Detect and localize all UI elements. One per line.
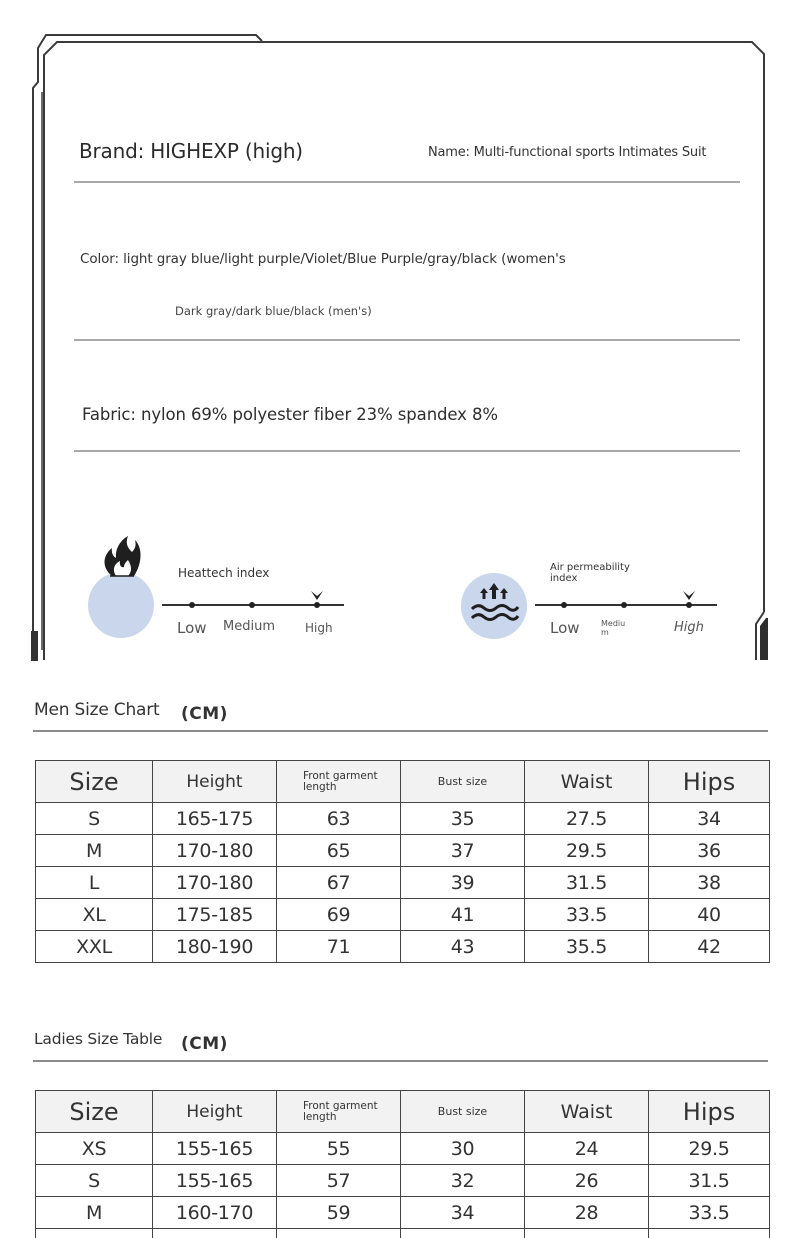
section-rule [33, 1060, 768, 1062]
men-size-chart-unit: (CM) [181, 704, 228, 724]
table-row [36, 1229, 770, 1238]
color-men-label: Dark gray/dark blue/black (men's) [175, 304, 372, 318]
cell-size: XXL [36, 931, 153, 963]
cell-bust [401, 1229, 525, 1238]
table-row [36, 835, 770, 867]
cell-hips: 33.5 [649, 1197, 770, 1229]
cell-bust: 35 [401, 803, 525, 835]
table-row [36, 931, 770, 963]
fabric-label: Fabric: nylon 69% polyester fiber 23% spandex 8% [82, 405, 498, 424]
air-waves-icon [460, 573, 528, 639]
cell-waist: 33.5 [525, 899, 649, 931]
cell-waist: 28 [525, 1197, 649, 1229]
column-header-waist: Waist [525, 1091, 649, 1133]
air-index-title-line1: Air permeability [550, 562, 630, 573]
cell-waist: 35.5 [525, 931, 649, 963]
cell-front-length: 67 [277, 867, 401, 899]
air-scale [535, 588, 717, 610]
color-women-label: Color: light gray blue/light purple/Violet/Blue Purple/gray/black (women's [80, 251, 566, 267]
cell-hips: 34 [649, 803, 770, 835]
air-level-medium [601, 619, 625, 637]
cell-bust: 39 [401, 867, 525, 899]
cell-bust: 32 [401, 1165, 525, 1197]
divider [74, 339, 740, 341]
table-row [36, 1133, 770, 1165]
table-row [36, 899, 770, 931]
column-header-hips: Hips [649, 1091, 770, 1133]
product-name-label: Name: Multi-functional sports Intimates Suit [428, 145, 707, 160]
heattech-index-title: Heattech index [178, 566, 270, 580]
cell-hips: 31.5 [649, 1165, 770, 1197]
flame-icon [88, 534, 156, 640]
divider [74, 450, 740, 452]
cell-size: S [36, 803, 153, 835]
table-header-row [36, 1091, 770, 1133]
cell-height [153, 1229, 277, 1238]
column-header-bust: Bust size [401, 1091, 525, 1133]
selected-marker-icon [683, 591, 695, 600]
men-size-chart-title: Men Size Chart [34, 700, 160, 720]
cell-hips: 42 [649, 931, 770, 963]
table-header-row [36, 761, 770, 803]
cell-size: M [36, 1197, 153, 1229]
cell-waist [525, 1229, 649, 1238]
cell-bust: 37 [401, 835, 525, 867]
cell-size: XL [36, 899, 153, 931]
table-row [36, 803, 770, 835]
column-header-height: Height [153, 1091, 277, 1133]
scale-track-graphic [162, 588, 344, 610]
heattech-level-high: High [305, 621, 333, 635]
cell-front-length: 69 [277, 899, 401, 931]
ladies-size-table [35, 1090, 770, 1238]
air-level-medium-line1: Mediu [601, 619, 626, 628]
cell-size: S [36, 1165, 153, 1197]
column-header-bust: Bust size [401, 761, 525, 803]
cell-waist: 31.5 [525, 867, 649, 899]
divider [74, 181, 740, 183]
table-row [36, 1165, 770, 1197]
scale-track-graphic [535, 588, 717, 610]
selected-marker-icon [311, 591, 323, 600]
cell-hips: 36 [649, 835, 770, 867]
column-header-front-length: Front garment length [277, 761, 401, 803]
table-row [36, 867, 770, 899]
cell-waist: 29.5 [525, 835, 649, 867]
cell-size [36, 1229, 153, 1238]
air-icon-group [460, 573, 528, 639]
cell-front-length: 71 [277, 931, 401, 963]
cell-waist: 24 [525, 1133, 649, 1165]
section-rule [33, 730, 768, 732]
column-header-waist: Waist [525, 761, 649, 803]
heattech-scale [162, 588, 344, 610]
cell-hips [649, 1229, 770, 1238]
air-level-high: High [674, 620, 704, 635]
ladies-size-table-unit: (CM) [181, 1034, 228, 1054]
cell-bust: 43 [401, 931, 525, 963]
cell-hips: 40 [649, 899, 770, 931]
heattech-icon-group [88, 534, 156, 640]
air-level-low: Low [550, 619, 580, 637]
cell-height: 155-165 [153, 1165, 277, 1197]
cell-size: M [36, 835, 153, 867]
column-header-front-length: Front garment length [277, 1091, 401, 1133]
cell-front-length: 57 [277, 1165, 401, 1197]
table-row [36, 1197, 770, 1229]
air-index-title [550, 562, 630, 584]
cell-front-length: 55 [277, 1133, 401, 1165]
cell-height: 175-185 [153, 899, 277, 931]
men-size-table [35, 760, 770, 963]
cell-size: XS [36, 1133, 153, 1165]
cell-front-length [277, 1229, 401, 1238]
column-header-height: Height [153, 761, 277, 803]
cell-front-length: 59 [277, 1197, 401, 1229]
cell-height: 170-180 [153, 867, 277, 899]
cell-hips: 29.5 [649, 1133, 770, 1165]
cell-waist: 26 [525, 1165, 649, 1197]
cell-height: 170-180 [153, 835, 277, 867]
cell-size: L [36, 867, 153, 899]
cell-height: 165-175 [153, 803, 277, 835]
cell-height: 160-170 [153, 1197, 277, 1229]
cell-height: 180-190 [153, 931, 277, 963]
heattech-level-medium: Medium [223, 619, 275, 634]
cell-bust: 30 [401, 1133, 525, 1165]
cell-bust: 41 [401, 899, 525, 931]
cell-front-length: 65 [277, 835, 401, 867]
column-header-hips: Hips [649, 761, 770, 803]
cell-waist: 27.5 [525, 803, 649, 835]
cell-height: 155-165 [153, 1133, 277, 1165]
ladies-size-table-title: Ladies Size Table [34, 1030, 163, 1048]
cell-hips: 38 [649, 867, 770, 899]
column-header-size: Size [36, 761, 153, 803]
brand-label: Brand: HIGHEXP (high) [79, 139, 303, 163]
column-header-size: Size [36, 1091, 153, 1133]
air-level-medium-line2: m [601, 628, 609, 637]
cell-bust: 34 [401, 1197, 525, 1229]
cell-front-length: 63 [277, 803, 401, 835]
heattech-level-low: Low [177, 619, 207, 637]
air-index-title-line2: index [550, 573, 578, 584]
